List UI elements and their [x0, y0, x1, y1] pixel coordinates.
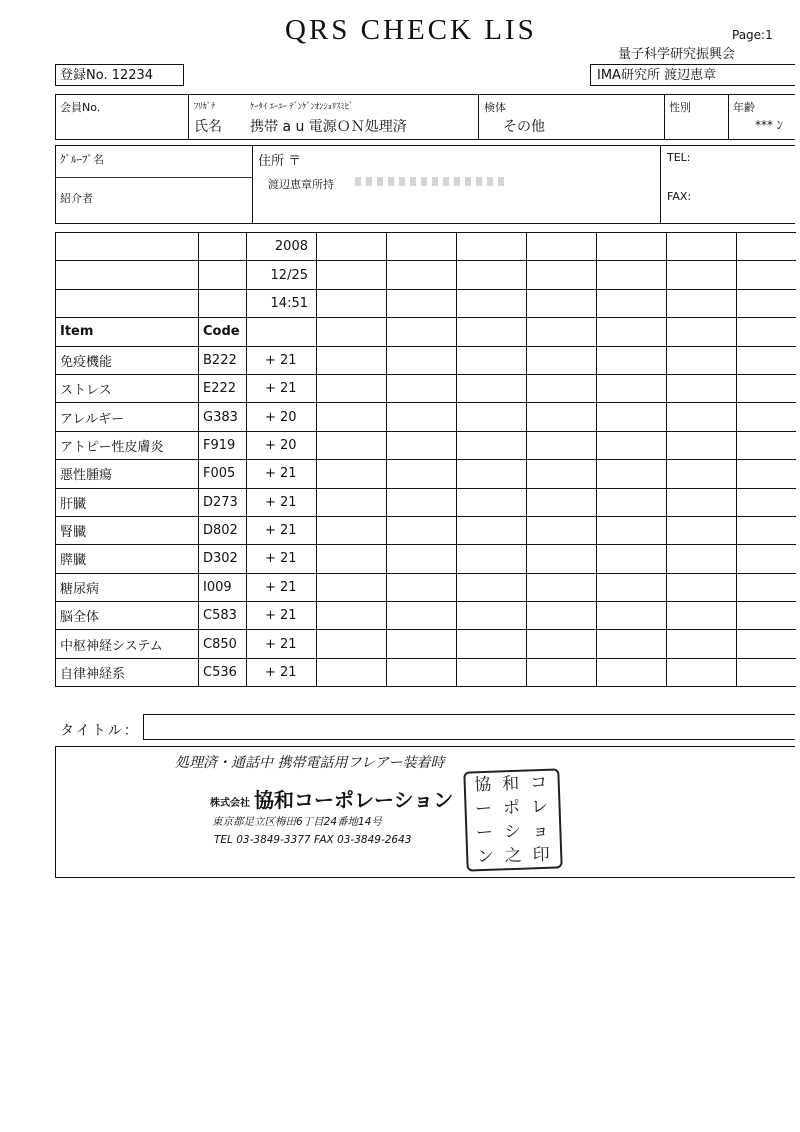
empty-cell — [317, 346, 387, 374]
empty-cell — [667, 573, 737, 601]
item-cell: 中枢神経システム — [56, 630, 199, 658]
empty-cell — [387, 403, 457, 431]
item-cell: 膵臓 — [56, 545, 199, 573]
empty-cell — [387, 602, 457, 630]
empty-cell — [737, 431, 796, 459]
empty-cell — [387, 460, 457, 488]
empty-cell — [317, 630, 387, 658]
measurement-time: 14:51 — [247, 289, 317, 317]
empty-cell — [667, 658, 737, 686]
empty-cell — [457, 602, 527, 630]
measurement-year: 2008 — [247, 233, 317, 261]
empty-cell — [317, 374, 387, 402]
code-cell: I009 — [199, 573, 247, 601]
code-header: Code — [199, 318, 247, 346]
empty-cell — [457, 374, 527, 402]
empty-cell — [737, 658, 796, 686]
title-field — [143, 714, 795, 740]
tel-label: TEL: — [667, 151, 691, 164]
name-value: 携帯 a u 電源ＯＮ処理済 — [250, 119, 407, 135]
empty-cell — [667, 374, 737, 402]
company-tel-fax: TEL 03-3849-3377 FAX 03-3849-2643 — [214, 834, 412, 846]
value-cell: + 21 — [247, 545, 317, 573]
empty-cell — [387, 630, 457, 658]
furigana-label: ﾌﾘｶﾞﾅ — [194, 102, 216, 112]
furigana-value: ｹｰﾀｲ ｴｰﾕｰ ﾃﾞﾝｹﾞﾝｵﾝｼｮﾘｽﾐﾋﾞ — [250, 102, 354, 112]
member-divider-1 — [188, 94, 189, 140]
empty-cell — [527, 658, 597, 686]
empty-cell — [597, 516, 667, 544]
contact-divider-2 — [660, 145, 661, 224]
code-cell: C536 — [199, 658, 247, 686]
empty-cell — [527, 516, 597, 544]
empty-cell — [457, 431, 527, 459]
empty-cell — [457, 658, 527, 686]
empty-cell — [737, 488, 796, 516]
empty-cell — [527, 374, 597, 402]
empty-cell — [387, 516, 457, 544]
empty-cell — [457, 460, 527, 488]
empty-cell — [597, 545, 667, 573]
member-divider-2 — [478, 94, 479, 140]
empty-cell — [387, 488, 457, 516]
address-label: 住所 〒 — [258, 154, 302, 169]
name-label: 氏名 — [194, 119, 222, 135]
item-cell: アトピー性皮膚炎 — [56, 431, 199, 459]
item-cell: アレルギー — [56, 403, 199, 431]
member-block-top — [55, 94, 795, 95]
title-label: タイトル： — [60, 723, 140, 739]
empty-cell — [597, 602, 667, 630]
empty-cell — [737, 516, 796, 544]
item-cell: ストレス — [56, 374, 199, 402]
company-prefix: 株式会社 — [210, 798, 250, 809]
document-title: QRS CHECK LIS — [285, 14, 537, 46]
contact-block-bottom — [55, 223, 795, 224]
empty-cell — [387, 545, 457, 573]
member-block-bottom — [55, 139, 795, 140]
empty-cell — [527, 460, 597, 488]
code-cell: D802 — [199, 516, 247, 544]
member-no-label: 会員No. — [60, 101, 101, 114]
empty-cell — [597, 374, 667, 402]
empty-cell — [737, 346, 796, 374]
company-name-text: 協和コーポレーション — [254, 788, 454, 812]
specimen-label: 検体 — [484, 101, 506, 114]
empty-cell — [387, 374, 457, 402]
time-row — [56, 289, 796, 317]
empty-cell — [737, 374, 796, 402]
table-row — [56, 573, 796, 601]
empty-cell — [457, 516, 527, 544]
table-row — [56, 431, 796, 459]
empty-cell — [527, 346, 597, 374]
empty-cell — [597, 460, 667, 488]
table-row — [56, 630, 796, 658]
empty-cell — [737, 573, 796, 601]
empty-cell — [667, 630, 737, 658]
code-cell: B222 — [199, 346, 247, 374]
empty-cell — [597, 488, 667, 516]
contact-block-left — [55, 145, 56, 224]
empty-cell — [527, 488, 597, 516]
empty-cell — [317, 573, 387, 601]
item-cell: 悪性腫瘍 — [56, 460, 199, 488]
member-block-left — [55, 94, 56, 140]
empty-cell — [667, 460, 737, 488]
value-cell: + 21 — [247, 460, 317, 488]
table-row — [56, 516, 796, 544]
researcher-name: IMA研究所 渡辺恵章 — [590, 64, 795, 86]
value-cell: + 21 — [247, 516, 317, 544]
contact-block-top — [55, 145, 795, 146]
empty-cell — [597, 573, 667, 601]
code-cell: F919 — [199, 431, 247, 459]
empty-cell — [737, 630, 796, 658]
results-table — [55, 232, 796, 687]
table-row — [56, 602, 796, 630]
value-cell: + 21 — [247, 630, 317, 658]
company-address: 東京都足立区梅田6丁目24番地14号 — [212, 816, 382, 828]
member-divider-4 — [728, 94, 729, 140]
group-label: ｸﾞﾙｰﾌﾟ名 — [60, 153, 104, 166]
item-cell: 肝臓 — [56, 488, 199, 516]
introducer-label: 紹介者 — [60, 192, 93, 205]
value-cell: + 21 — [247, 346, 317, 374]
value-cell: + 21 — [247, 374, 317, 402]
age-label: 年齢 — [733, 101, 755, 114]
table-row — [56, 488, 796, 516]
empty-cell — [527, 602, 597, 630]
header-row — [56, 318, 796, 346]
registration-number: 登録No. 12234 — [55, 64, 184, 86]
empty-cell — [527, 630, 597, 658]
empty-cell — [667, 602, 737, 630]
empty-cell — [737, 602, 796, 630]
page-number: Page:1 — [732, 28, 773, 42]
empty-cell — [457, 403, 527, 431]
table-row — [56, 346, 796, 374]
specimen-value: その他 — [503, 119, 545, 135]
address-value: 渡辺恵章所持 — [268, 178, 334, 191]
value-cell: + 20 — [247, 431, 317, 459]
empty-cell — [667, 545, 737, 573]
code-cell: E222 — [199, 374, 247, 402]
empty-cell — [527, 403, 597, 431]
sex-label: 性別 — [669, 101, 691, 114]
empty-cell — [667, 431, 737, 459]
empty-cell — [457, 346, 527, 374]
empty-cell — [317, 431, 387, 459]
table-row — [56, 403, 796, 431]
empty-cell — [317, 488, 387, 516]
table-row — [56, 460, 796, 488]
handwritten-note: 処理済・通話中 携帯電話用フレアー装着時 — [175, 755, 445, 771]
item-header: Item — [56, 318, 199, 346]
value-cell: + 20 — [247, 403, 317, 431]
company-seal-stamp: 協 和 コ ー ポ レ ー シ ョ ン 之 印 — [463, 768, 562, 871]
empty-cell — [597, 346, 667, 374]
age-value: *** ﾝ — [755, 118, 783, 132]
empty-cell — [597, 403, 667, 431]
empty-cell — [667, 403, 737, 431]
empty-cell — [527, 573, 597, 601]
empty-cell — [667, 516, 737, 544]
empty-cell — [667, 488, 737, 516]
year-row — [56, 233, 796, 261]
empty-cell — [457, 573, 527, 601]
empty-cell — [387, 431, 457, 459]
code-cell: C850 — [199, 630, 247, 658]
company-name — [210, 784, 453, 813]
empty-cell — [737, 460, 796, 488]
table-row — [56, 545, 796, 573]
empty-cell — [667, 346, 737, 374]
code-cell: F005 — [199, 460, 247, 488]
empty-cell — [597, 431, 667, 459]
empty-cell — [317, 516, 387, 544]
empty-cell — [457, 488, 527, 516]
empty-cell — [527, 431, 597, 459]
empty-cell — [317, 403, 387, 431]
measurement-date: 12/25 — [247, 261, 317, 289]
empty-cell — [457, 545, 527, 573]
redacted-address — [355, 177, 505, 186]
empty-cell — [387, 346, 457, 374]
fax-label: FAX: — [667, 190, 692, 203]
code-cell: G383 — [199, 403, 247, 431]
empty-cell — [317, 602, 387, 630]
item-cell: 自律神経系 — [56, 658, 199, 686]
member-divider-3 — [664, 94, 665, 140]
organization-name: 量子科学研究振興会 — [618, 47, 736, 62]
empty-cell — [737, 545, 796, 573]
value-cell: + 21 — [247, 488, 317, 516]
table-row — [56, 658, 796, 686]
empty-cell — [527, 545, 597, 573]
empty-cell — [317, 658, 387, 686]
empty-cell — [457, 630, 527, 658]
value-cell: + 21 — [247, 573, 317, 601]
empty-cell — [317, 460, 387, 488]
table-row — [56, 374, 796, 402]
contact-divider-1 — [252, 145, 253, 224]
value-cell: + 21 — [247, 602, 317, 630]
date-row — [56, 261, 796, 289]
empty-cell — [597, 630, 667, 658]
code-cell: D273 — [199, 488, 247, 516]
code-cell: C583 — [199, 602, 247, 630]
empty-cell — [737, 403, 796, 431]
empty-cell — [387, 573, 457, 601]
value-cell: + 21 — [247, 658, 317, 686]
item-cell: 糖尿病 — [56, 573, 199, 601]
item-cell: 腎臓 — [56, 516, 199, 544]
group-divider — [55, 177, 252, 178]
code-cell: D302 — [199, 545, 247, 573]
empty-cell — [597, 658, 667, 686]
item-cell: 脳全体 — [56, 602, 199, 630]
empty-cell — [387, 658, 457, 686]
item-cell: 免疫機能 — [56, 346, 199, 374]
empty-cell — [317, 545, 387, 573]
